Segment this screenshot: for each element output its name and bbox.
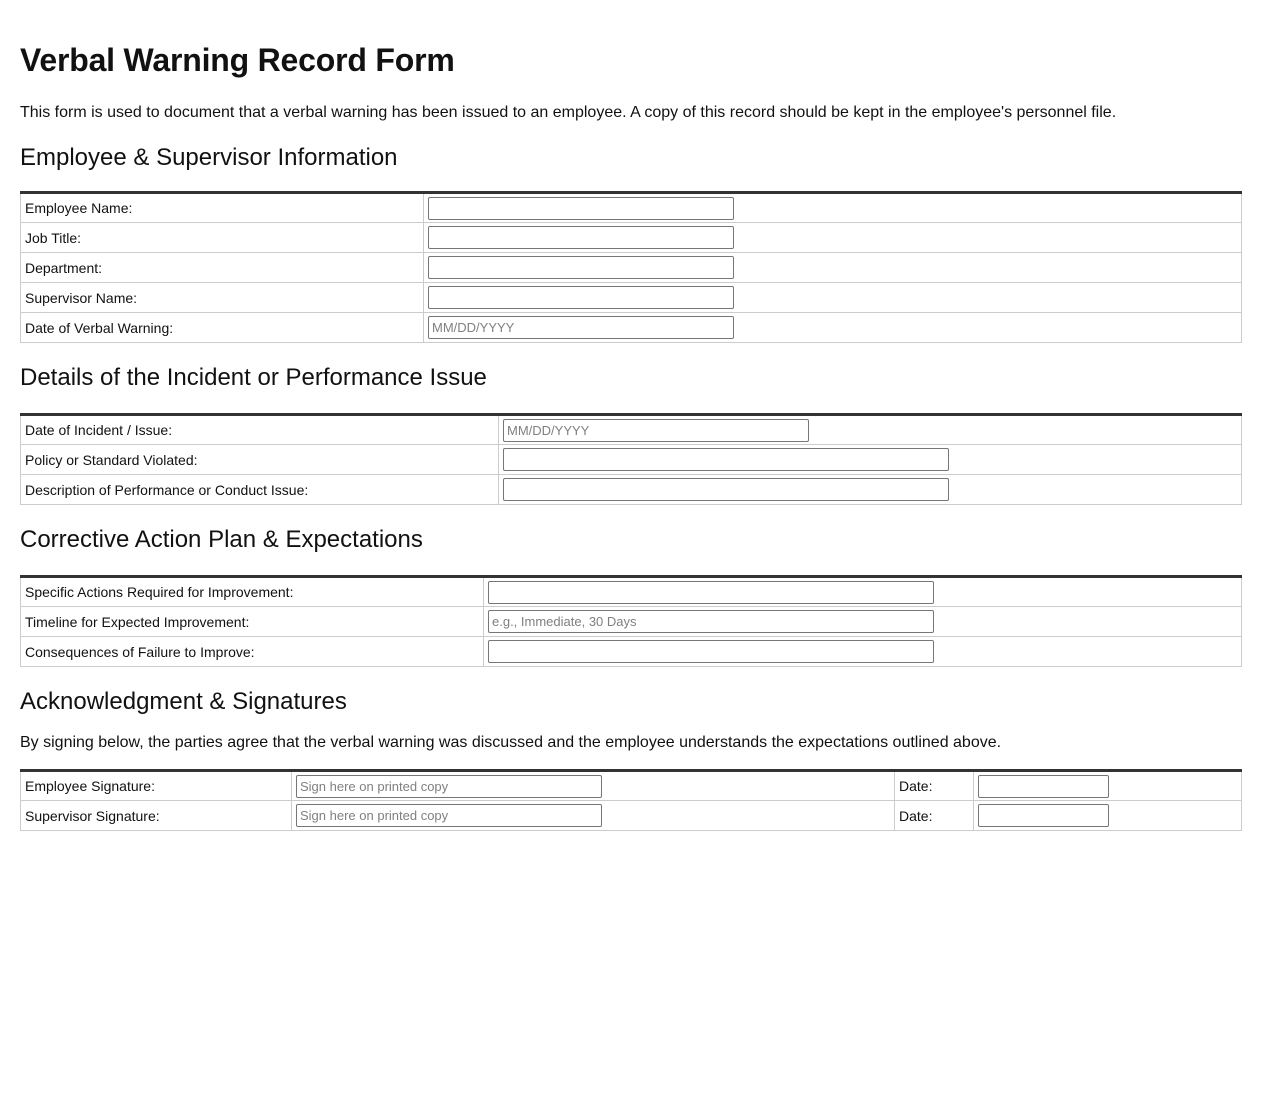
incident-details-table [20,413,1242,505]
section-heading-acknowledgment: Acknowledgment & Signatures [20,688,347,715]
incident-date-label: Date of Incident / Issue: [21,415,499,445]
section-heading-employee: Employee & Supervisor Information [20,144,398,171]
table-row [21,607,1242,637]
warning-date-label: Date of Verbal Warning: [21,313,424,343]
table-row [21,771,1242,801]
employee-name-input[interactable] [428,197,734,220]
corrective-action-table [20,575,1242,667]
table-row [21,283,1242,313]
incident-date-input[interactable] [503,419,809,442]
required-actions-label: Specific Actions Required for Improvement: [21,577,484,607]
employee-signature-label: Employee Signature: [21,771,292,801]
failure-consequences-label: Consequences of Failure to Improve: [21,637,484,667]
section-heading-incident: Details of the Incident or Performance Issue [20,364,487,391]
page-title: Verbal Warning Record Form [20,42,455,78]
supervisor-name-input[interactable] [428,286,734,309]
employee-date-input[interactable] [978,775,1109,798]
policy-violated-input[interactable] [503,448,949,471]
employee-signature-input[interactable] [296,775,602,798]
table-row [21,475,1242,505]
department-input[interactable] [428,256,734,279]
policy-violated-label: Policy or Standard Violated: [21,445,499,475]
warning-date-input[interactable] [428,316,734,339]
supervisor-signature-label: Supervisor Signature: [21,801,292,831]
section-heading-corrective: Corrective Action Plan & Expectations [20,526,423,553]
issue-description-label: Description of Performance or Conduct Issue: [21,475,499,505]
issue-description-input[interactable] [503,478,949,501]
department-label: Department: [21,253,424,283]
supervisor-date-label: Date: [895,801,974,831]
required-actions-input[interactable] [488,581,934,604]
table-row [21,801,1242,831]
table-row [21,445,1242,475]
table-row [21,637,1242,667]
job-title-input[interactable] [428,226,734,249]
supervisor-signature-input[interactable] [296,804,602,827]
table-row [21,313,1242,343]
employee-date-label: Date: [895,771,974,801]
employee-info-table [20,191,1242,343]
signatures-table [20,769,1242,831]
table-row [21,223,1242,253]
intro-text: This form is used to document that a verbal warning has been issued to an employee. A copy of this record should be kept in the employee's personnel file. [20,104,1117,121]
supervisor-date-input[interactable] [978,804,1109,827]
improvement-timeline-input[interactable] [488,610,934,633]
improvement-timeline-label: Timeline for Expected Improvement: [21,607,484,637]
failure-consequences-input[interactable] [488,640,934,663]
acknowledgment-text: By signing below, the parties agree that the verbal warning was discussed and the employee understands the expectations outlined above. [20,734,1002,751]
employee-name-label: Employee Name: [21,193,424,223]
table-row [21,577,1242,607]
table-row [21,193,1242,223]
supervisor-name-label: Supervisor Name: [21,283,424,313]
job-title-label: Job Title: [21,223,424,253]
table-row [21,253,1242,283]
table-row [21,415,1242,445]
